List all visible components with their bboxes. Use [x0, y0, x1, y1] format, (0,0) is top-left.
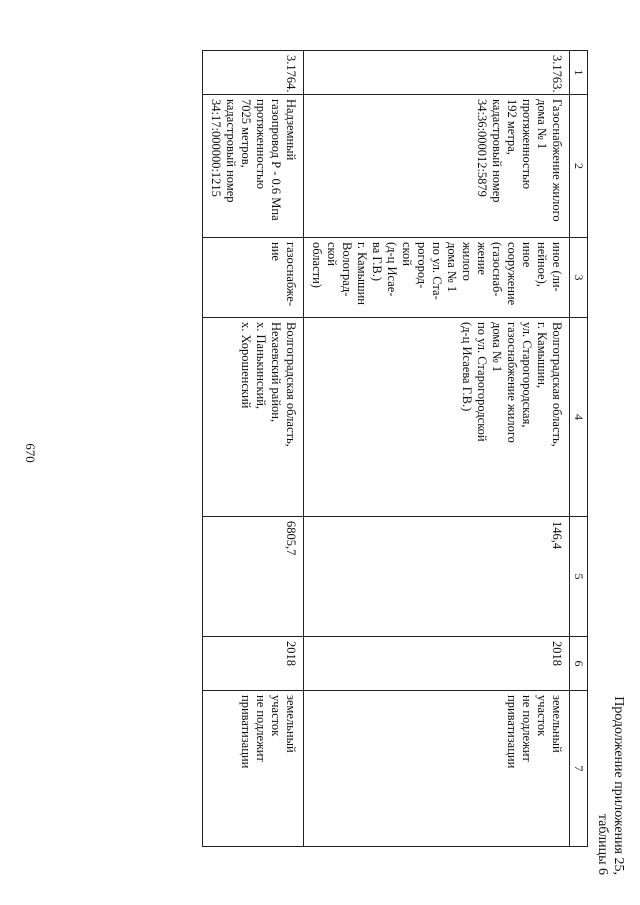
cell-line: протяженностью	[254, 99, 268, 190]
cell-line: участок	[535, 695, 549, 737]
cell-line: ние	[269, 242, 283, 261]
cell-line: жилого	[460, 242, 474, 281]
cell-line: 34:17:000000:1215	[209, 99, 223, 197]
value-cell	[203, 517, 304, 637]
cell-line: 146,4	[550, 521, 564, 550]
cell-line: Газоснабжение жилого	[550, 99, 564, 222]
cell-line: приватизации	[505, 695, 519, 769]
cell-line: дома № 1	[535, 99, 549, 150]
cell-line: (д-ц Исае-	[385, 242, 399, 297]
cell-line: кадастровый номер	[224, 99, 238, 203]
object-type-cell	[304, 238, 570, 318]
cell-line: (д-ц Исаева Г.В.)	[460, 322, 474, 412]
cell-line: х. Хорошенский	[239, 322, 253, 409]
row-number-cell	[304, 51, 570, 95]
cell-line: Волоград-	[340, 242, 354, 297]
cell-line: газоснабжение жилого	[505, 322, 519, 443]
cell-line: дома № 1	[490, 322, 504, 373]
cell-line: по ул. Ста-	[430, 242, 444, 300]
address-cell	[203, 318, 304, 517]
cell-line: 3.1763.	[550, 55, 564, 93]
object-type-cell	[203, 238, 304, 318]
cell-line: Надземный	[284, 99, 298, 161]
continuation-line: таблицы 6	[595, 813, 610, 875]
cell-line: 3.1764.	[284, 55, 298, 93]
property-table	[202, 50, 588, 847]
cell-line: ской	[400, 242, 414, 266]
cell-line: (газоснаб-	[490, 242, 504, 297]
cell-line: х. Панькинский,	[254, 322, 268, 410]
note-cell	[304, 691, 570, 847]
cell-line: 7025 метров,	[239, 99, 253, 168]
value-cell	[304, 517, 570, 637]
cell-line: области)	[310, 242, 324, 288]
continuation-note	[594, 696, 626, 875]
cell-line: ул. Старогородская,	[520, 322, 534, 428]
cell-line: ской	[325, 242, 339, 266]
note-cell	[203, 691, 304, 847]
cell-line: земельный	[284, 695, 298, 753]
cell-line: приватизации	[239, 695, 253, 769]
cell-line: Нехаевский район,	[269, 322, 283, 423]
table-row	[304, 51, 570, 847]
cell-line: не подлежит	[520, 695, 534, 762]
cell-line: 192 метра,	[505, 99, 519, 155]
cell-line: участок	[269, 695, 283, 737]
address-cell	[304, 318, 570, 517]
table-row	[203, 51, 304, 847]
object-name-cell	[304, 95, 570, 238]
column-number: 1	[570, 51, 588, 95]
cell-line: протяженностью	[520, 99, 534, 190]
cell-line: иное (ли-	[550, 242, 564, 292]
page-number: 670	[23, 443, 38, 463]
cell-line: кадастровый номер	[490, 99, 504, 203]
cell-line: не подлежит	[254, 695, 268, 762]
column-number: 6	[570, 637, 588, 691]
column-number: 7	[570, 691, 588, 847]
cell-line: сооружение	[505, 242, 519, 306]
cell-line: г. Камышин	[355, 242, 369, 306]
cell-line: Волгоградская область,	[284, 322, 298, 447]
cell-line: рогород-	[415, 242, 429, 289]
cell-line: 34:36:000012:5879	[475, 99, 489, 197]
cell-line: Волгоградская область,	[550, 322, 564, 447]
column-number-row	[570, 51, 588, 847]
cell-line: г. Камышин,	[535, 322, 549, 389]
cell-line: жение	[475, 242, 489, 275]
cell-line: газоснабже-	[284, 242, 298, 307]
cell-line: по ул. Старогородской	[475, 322, 489, 442]
row-number-cell	[203, 51, 304, 95]
object-name-cell	[203, 95, 304, 238]
column-number: 3	[570, 238, 588, 318]
column-number: 2	[570, 95, 588, 238]
year-cell	[203, 637, 304, 691]
cell-line: нейное),	[535, 242, 549, 287]
year-cell	[304, 637, 570, 691]
continuation-line: Продолжение приложения 25,	[611, 696, 626, 875]
cell-line: 2018	[550, 641, 564, 666]
cell-line: газопровод Р - 0.6 Мпа	[269, 99, 283, 221]
cell-line: дома № 1	[445, 242, 459, 293]
column-number: 4	[570, 318, 588, 517]
cell-line: земельный	[550, 695, 564, 753]
column-number: 5	[570, 517, 588, 637]
cell-line: ва Г.В.)	[370, 242, 384, 281]
cell-line: иное	[520, 242, 534, 268]
cell-line: 2018	[284, 641, 298, 666]
cell-line: 6805,7	[284, 521, 298, 556]
